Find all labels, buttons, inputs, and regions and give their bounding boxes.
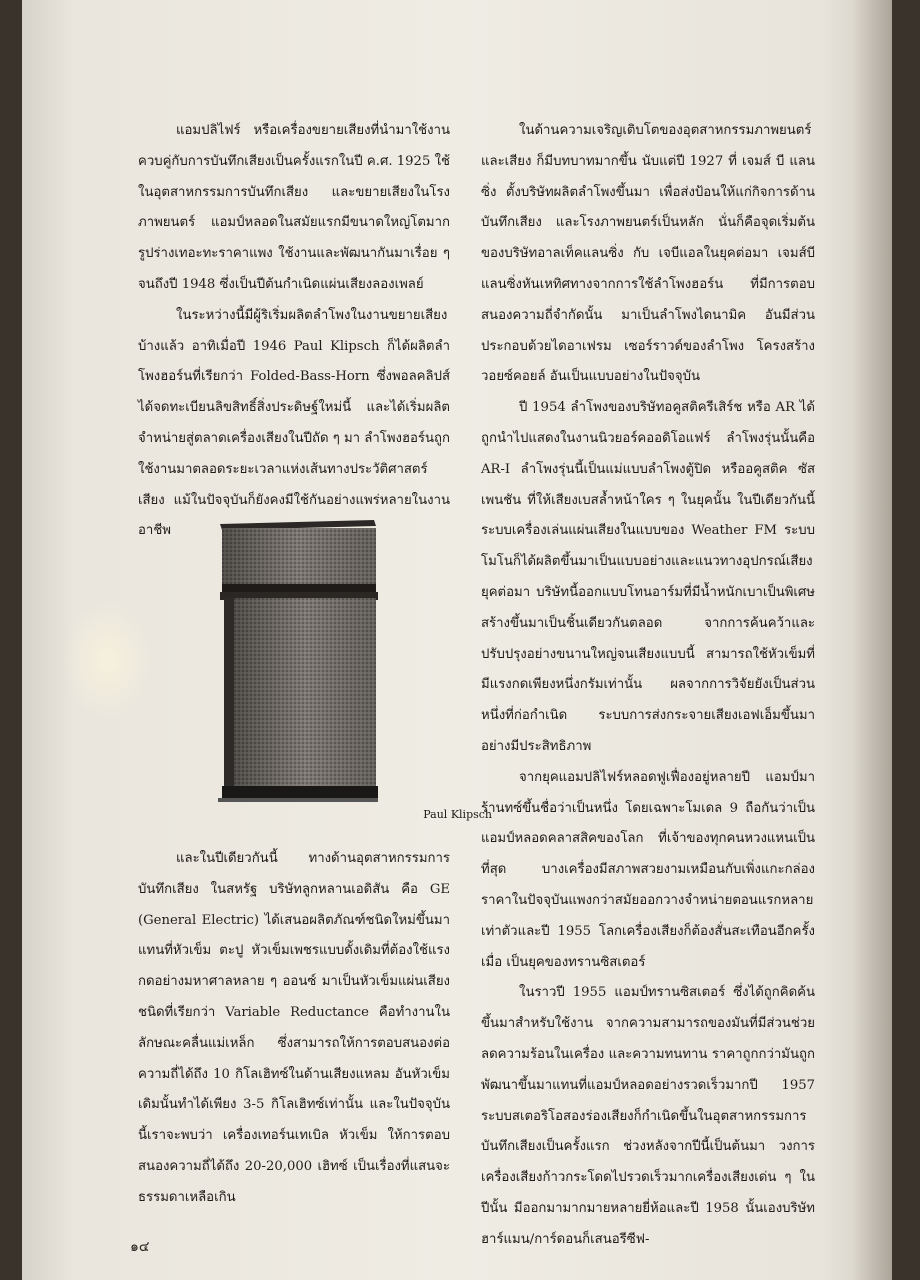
paragraph-lansing: ในด้านความเจริญเติบโตของอุตสาหกรรมภาพยนตร์และเสียง ก็มีบทบาทมากขึ้น นับแต่ปี 1927 ที่ เจมส์ บี แลนซิ่ง ตั้งบริษัทผลิตลำโพงขึ้นมา เพื่อส่งป้อนให้แก่กิจการด้านบันทึกเสียง และโรงภาพยนตร์เป็นหลัก นั่นก็คือจุดเริ่มต้นของบริษัทอาลเท็คแลนซิ่ง กับ เจบีแอลในยุคต่อมา เจมส์บีแลนซิ่งหันเหทิศทางจากการใช้ลำโพงฮอร์น ที่มีการตอบสนองความถี่จำกัดนั้น มาเป็นลำโพงไดนามิค อันมีส่วนประกอบด้วยไดอาเฟรม เซอร์ราวด์ของลำโพง โครงสร้าง วอยซ์คอยล์ อันเป็นแบบอย่างในปัจจุบัน: [481, 123, 815, 385]
paragraph-klipsch-horn: ในระหว่างนี้มีผู้ริเริ่มผลิตลำโพงในงานขยายเสียงบ้างแล้ว อาทิเมื่อปี 1946 Paul Klipsch ก็ได้ผลิตลำโพงฮอร์นที่เรียกว่า Folded-Bass-Horn ซึ่งพอลคลิปส์ได้จดทะเบียนลิขสิทธิ์สิ่งประดิษฐ์ใหม่นี้ และได้เริ่มผลิตจำหน่ายสู่ตลาดเครื่องเสียงในปีถัด ๆ มา ลำโพงฮอร์นถูกใช้งานมาตลอดระยะเวลาแห่งเส้นทางประวัติศาสตร์เสียง แม้ในปัจจุบันก็ยังคงมีใช้กันอย่างแพร่หลายในงานอาชีพ: [138, 307, 450, 539]
paragraph-acoustic-research: ปี 1954 ลำโพงของบริษัทอคูสติครีเสิร์ช หรือ AR ได้ถูกนำไปแสดงในงานนิวยอร์คออดิโอแฟร์ ลำโพงรุ่นนั้นคือ AR-I ลำโพงรุ่นนี้เป็นแม่แบบลำโพงตู้ปิด หรืออคูสติค ซัสเพนชัน ที่ให้เสียงเบสล้ำหน้าใคร ๆ ในยุคนั้น ในปีเดียวกันนี้ระบบเครื่องเล่นแผ่นเสียงในแบบของ Weather FM ระบบโมโนก็ได้ผลิตขึ้นมาเป็นแบบอย่างและแนวทางอุปกรณ์เสียงยุคต่อมา บริษัทนี้ออกแบบโทนอาร์มที่มีน้ำหนักเบาเป็นพิเศษ สร้างขึ้นมาเป็นชิ้นเดียวกันตลอด จากการค้นคว้าและปรับปรุงอย่างขนานใหญ่จนเสียงแบบนี้ สามารถใช้หัวเข็มที่มีแรงกดเพียงหนึ่งกรัมเท่านั้น ผลจากการวิจัยยังเป็นส่วนหนึ่งที่ก่อกำเนิด ระบบการส่งกระจายเสียงเอฟเอ็มขึ้นมาอย่างมีประสิทธิภาพ: [481, 400, 815, 754]
book-page: [22, 0, 892, 1280]
left-column-top: [138, 116, 450, 547]
paragraph-amplifier-history: แอมปลิไฟร์ หรือเครื่องขยายเสียงที่นำมาใช้งานควบคู่กับการบันทึกเสียงเป็นครั้งแรกในปี ค.ศ. 1925 ใช้ในอุตสาหกรรมการบันทึกเสียง และขยายเสียงในโรงภาพยนตร์ แอมป์หลอดในสมัยแรกมีขนาดใหญ่โตมาก รูปร่างเทอะทะราคาแพง ใช้งานและพัฒนากันมาเรื่อย ๆ จนถึงปี 1948 ซึ่งเป็นปีต้นกำเนิดแผ่นเสียงลองเพลย์: [138, 123, 450, 292]
page-number: ๑๔: [130, 1239, 150, 1255]
right-column: [481, 116, 815, 1255]
page-edge-shadow: [852, 0, 892, 1280]
paragraph-marantz: จากยุคแอมปลิไฟร์หลอดฟูเฟื่องอยู่หลายปี แอมป์มาร้านทซ์ขึ้นชื่อว่าเป็นหนึ่ง โดยเฉพาะโมเดล 9 ถือกันว่าเป็นแอมป์หลอดคลาสสิคของโลก ที่เจ้าของทุกคนหวงแหนเป็นที่สุด บางเครื่องมีสภาพสวยงามเหมือนกับเพิ่งแกะกล่อง ราคาในปัจจุบันแพงกว่าสมัยออกวางจำหน่ายตอนแรกหลายเท่าตัวและปี 1955 โลกเครื่องเสียงก็ต้องสั่นสะเทือนอีกครั้ง เมื่อ เป็นยุคของทรานซิสเตอร์: [481, 769, 815, 970]
light-glare: [62, 600, 152, 720]
left-column-bottom: [138, 844, 450, 1214]
speaker-photo: [218, 518, 378, 802]
paragraph-ge-cartridge: และในปีเดียวกันนี้ ทางด้านอุตสาหกรรมการบันทึกเสียง ในสหรัฐ บริษัทลูกหลานเอดิสัน คือ GE (General Electric) ได้เสนอผลิตภัณฑ์ชนิดใหม่ขึ้นมาแทนที่หัวเข็ม ตะปู หัวเข็มเพชรแบบดั้งเดิมที่ต้องใช้แรงกดอย่างมหาศาลหลาย ๆ ออนซ์ มาเป็นหัวเข็มแผ่นเสียงชนิดที่เรียกว่า Variable Reductance คือทำงานในลักษณะคลื่นแม่เหล็ก ซึ่งสามารถให้การตอบสนองต่อความถี่ได้ถึง 10 กิโลเฮิทซ์ในด้านเสียงแหลม อันหัวเข็มเดิมนั้นทำได้เพียง 3-5 กิโลเฮิทซ์เท่านั้น และในปัจจุบันนี้เราจะพบว่า เครื่องเทอร์นเทเบิล หัวเข็ม ให้การตอบสนองความถี่ได้ถึง 20-20,000 เฮิทซ์ เป็นเรื่องที่แสนจะธรรมดาเหลือเกิน: [138, 851, 450, 1205]
paragraph-transistor: ในราวปี 1955 แอมป์ทรานซิสเตอร์ ซึ่งได้ถูกคิดค้นขึ้นมาสำหรับใช้งาน จากความสามารถของมันที่มีส่วนช่วยลดความร้อนในเครื่อง และความทนทาน ราคาถูกกว่ามันถูกพัฒนาขึ้นมาแทนที่แอมป์หลอดอย่างรวดเร็วมากปี 1957 ระบบสเตอริโอสองร่องเสียงก็กำเนิดขึ้นในอุตสาหกรรมการบันทึกเสียงเป็นครั้งแรก ช่วงหลังจากปีนี้เป็นต้นมา วงการเครื่องเสียงก้าวกระโดดไปรวดเร็วมากเครื่องเสียงเด่น ๆ ในปีนั้น มีออกมามากมายหลายยี่ห้อและปี 1958 นั้นเองบริษัทฮาร์แมน/การ์ดอนก็เสนอรีซีฟ-: [481, 985, 815, 1247]
figure-caption: Paul Klipsch: [423, 808, 492, 821]
klipsch-speaker-cabinet-image: [218, 518, 378, 802]
